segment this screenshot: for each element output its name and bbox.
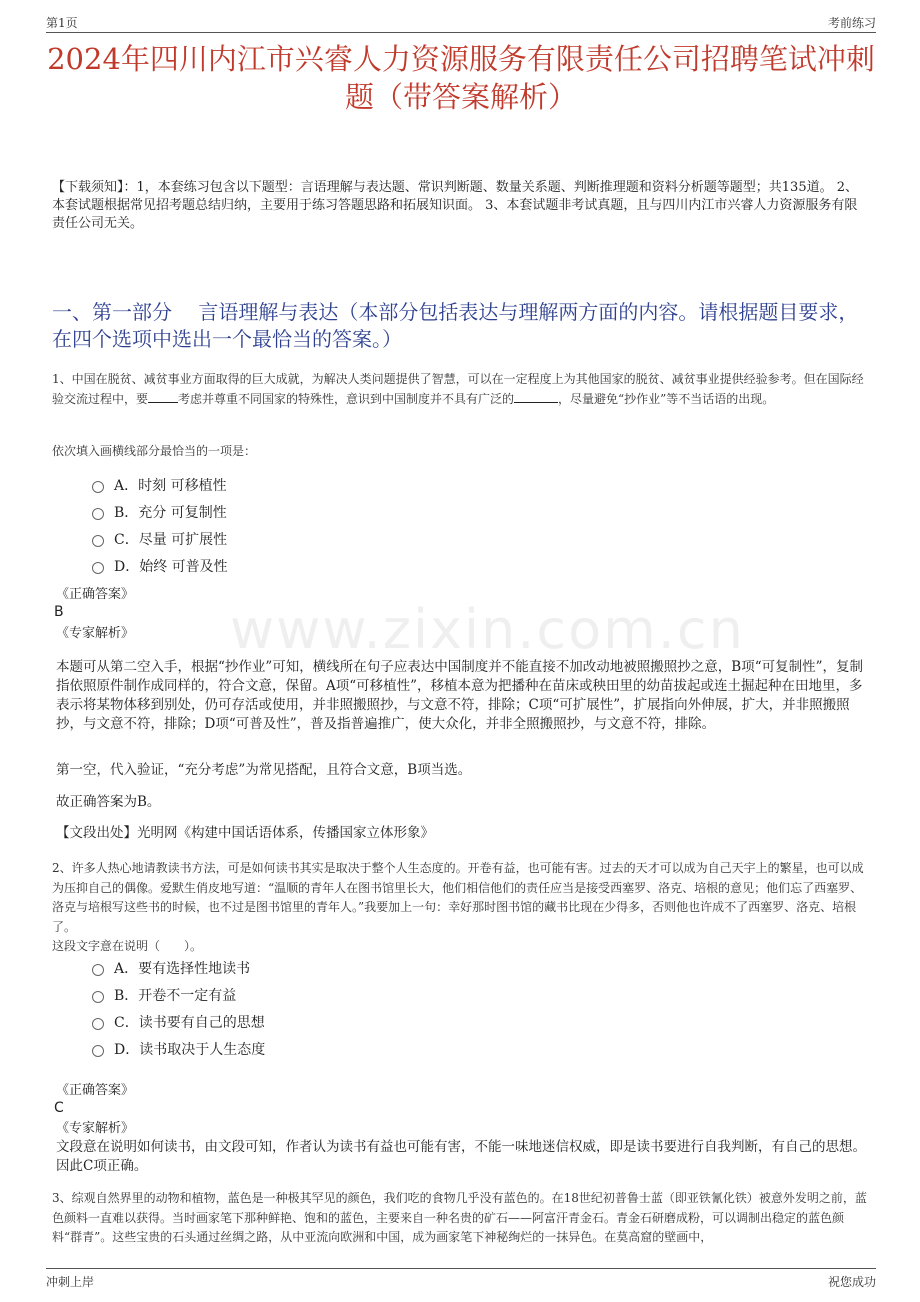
option-b[interactable]: B．充分 可复制性 bbox=[92, 503, 228, 530]
option-a[interactable]: A．要有选择性地读书 bbox=[92, 959, 265, 986]
radio-icon[interactable] bbox=[92, 991, 104, 1003]
radio-icon[interactable] bbox=[92, 481, 104, 493]
source-citation: 【文段出处】光明网《构建中国话语体系，传播国家立体形象》 bbox=[56, 825, 434, 841]
footer-right-text: 祝您成功 bbox=[827, 1275, 876, 1289]
option-d[interactable]: D．读书取决于人生态度 bbox=[92, 1040, 265, 1067]
document-title: 2024年四川内江市兴睿人力资源服务有限责任公司招聘笔试冲刺题（带答案解析） bbox=[47, 42, 875, 114]
radio-icon[interactable] bbox=[92, 964, 104, 976]
question-1-text-b: 考虑并尊重不同国家的特殊性，意识到中国制度并不具有广泛的 bbox=[178, 391, 515, 406]
answer-label: 《正确答案》 bbox=[56, 587, 135, 602]
download-notice: 【下载须知】：1，本套练习包含以下题型：言语理解与表达题、常识判断题、数量关系题、判断推理题和资料分析题等题型；共135道。 2、本套试题根据常见招考题总结归纳，主要用于练习答题思路和拓展知识面。 3、本套试题非考试真题，且与四川内江市兴睿人力资源服务有限责任公司无关。 bbox=[52, 180, 858, 231]
analysis-label: 《专家解析》 bbox=[56, 1121, 135, 1136]
option-b[interactable]: B．开卷不一定有益 bbox=[92, 986, 265, 1013]
option-a[interactable]: A．时刻 可移植性 bbox=[92, 476, 228, 503]
question-1-text-c: ，尽量避免“抄作业”等不当话语的出现。 bbox=[558, 391, 775, 406]
footer-divider bbox=[46, 1268, 876, 1269]
footer-left-text: 冲刺上岸 bbox=[46, 1275, 95, 1289]
page-number: 第1页 bbox=[46, 16, 78, 30]
answer-value: C bbox=[54, 1100, 64, 1116]
question-2-prompt: 这段文字意在说明（ ）。 bbox=[52, 939, 203, 953]
option-d[interactable]: D．始终 可普及性 bbox=[92, 557, 228, 584]
blank-2 bbox=[514, 390, 558, 403]
analysis-paragraph-1: 本题可从第二空入手，根据“抄作业”可知，横线所在句子应表达中国制度并不能直接不加改动地被照搬照抄之意，B项“可复制性”，复制指依照原件制作成同样的，符合文意，保留。A项“可移植性”，移植本意为把播种在苗床或秧田里的幼苗拔起或连土掘起种在田地里，多表示将某物体移到别处，仍可存活或使用，并非照搬照抄，与文意不符，排除；C项“可扩展性”，扩展指向外伸展，扩大，并非照搬照抄，与文意不符，排除；D项“可普及性”，普及指普遍推广，使大众化，并非全照搬照抄，与文意不符，排除。 bbox=[56, 659, 864, 732]
radio-icon[interactable] bbox=[92, 535, 104, 547]
radio-icon[interactable] bbox=[92, 1018, 104, 1030]
analysis-paragraph-2: 第一空，代入验证，“充分考虑”为常见搭配，且符合文意，B项当选。 bbox=[56, 762, 472, 778]
question-2-options bbox=[92, 959, 265, 1067]
analysis-paragraph-3: 故正确答案为B。 bbox=[56, 794, 161, 810]
option-c[interactable]: C．尽量 可扩展性 bbox=[92, 530, 228, 557]
question-1-text bbox=[52, 370, 872, 409]
question-1-options bbox=[92, 476, 228, 584]
header-divider bbox=[46, 32, 876, 33]
blank-1 bbox=[148, 390, 178, 403]
question-3-text: 3、综观自然界里的动物和植物，蓝色是一种极其罕见的颜色，我们吃的食物几乎没有蓝色的。在18世纪初普鲁士蓝（即亚铁氰化铁）被意外发明之前，蓝色颜料一直难以获得。当时画家笔下那种鲜艳、饱和的蓝色，主要来自一种名贵的矿石——阿富汗青金石。青金石研磨成粉，可以调制出稳定的蓝色颜料“群青”。这些宝贵的石头通过丝绸之路，从中亚流向欧洲和中国，成为画家笔下神秘绚烂的一抹异色。在莫高窟的壁画中， bbox=[52, 1191, 867, 1244]
analysis-paragraph: 文段意在说明如何读书，由文段可知，作者认为读书有益也可能有害，不能一味地迷信权威，即是读书要进行自我判断，有自己的思想。因此C项正确。 bbox=[56, 1139, 866, 1174]
analysis-label: 《专家解析》 bbox=[56, 626, 135, 641]
radio-icon[interactable] bbox=[92, 1045, 104, 1057]
option-c[interactable]: C．读书要有自己的思想 bbox=[92, 1013, 265, 1040]
watermark: www.zixin.com.cn bbox=[230, 598, 745, 661]
question-1-text-a: 1、中国在脱贫、减贫事业方面取得的巨大成就，为解决人类问题提供了智慧，可以在一定程度上为其他国家的脱贫、减贫事业提供经验参考。但在国际经验交流过程中，要 bbox=[52, 372, 864, 406]
question-2-text: 2、许多人热心地请教读书方法，可是如何读书其实是取决于整个人生态度的。开卷有益，也可能有害。过去的天才可以成为自己天宇上的繁星，也可以成为压抑自己的偶像。爱默生俏皮地写道：“温顺的青年人在图书馆里长大，他们相信他们的责任应当是接受西塞罗、洛克、培根的意见；他们忘了西塞罗、洛克与培根写这些书的时候，也不过是图书馆里的青年人。”我要加上一句：幸好那时图书馆的藏书比现在少得多，否则他也许成不了西塞罗、洛克、培根了。 bbox=[52, 861, 864, 934]
header-tag: 考前练习 bbox=[827, 16, 876, 30]
section-heading: 一、第一部分 言语理解与表达（本部分包括表达与理解两方面的内容。请根据题目要求，在四个选项中选出一个最恰当的答案。） bbox=[52, 300, 859, 351]
question-1-prompt: 依次填入画横线部分最恰当的一项是： bbox=[52, 444, 257, 458]
radio-icon[interactable] bbox=[92, 508, 104, 520]
radio-icon[interactable] bbox=[92, 562, 104, 574]
answer-label: 《正确答案》 bbox=[56, 1083, 135, 1098]
answer-value: B bbox=[54, 604, 64, 620]
